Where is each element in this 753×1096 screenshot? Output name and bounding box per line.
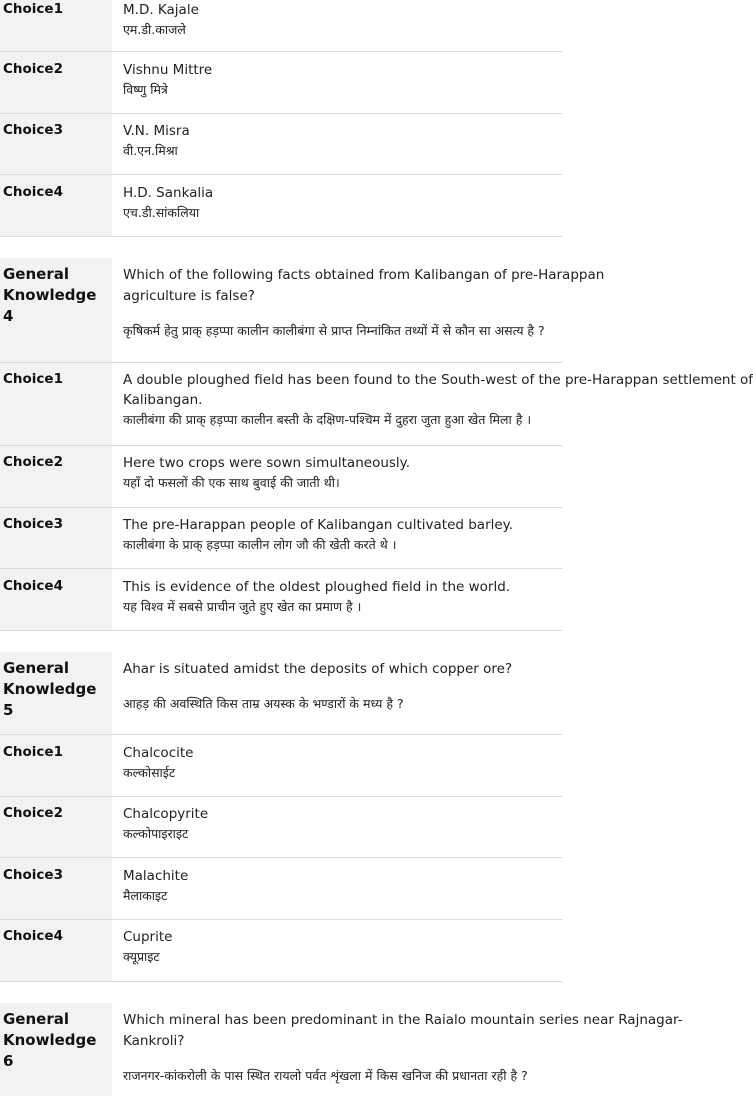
question-text-en: agriculture is false? (123, 288, 255, 304)
question-text-en: Which of the following facts obtained from Kalibangan of pre-Harappan (123, 267, 605, 283)
choice-label: Choice1 (0, 0, 112, 51)
question-row-6 (0, 1003, 683, 1096)
question-label-line: Knowledge (3, 1031, 97, 1049)
question-text-hi: राजनगर-कांकरोली के पास स्थित रायलो पर्वत शृंखला में किस खनिज की प्रधानता रही है ? (123, 1068, 528, 1083)
choice-text-en: Kalibangan. (123, 392, 203, 408)
choice-text-hi: एम.डी.काजले (123, 22, 186, 37)
choice-text (123, 183, 562, 223)
choice-text-en: A double ploughed field has been found to the South-west of the pre-Harappan settlement of (123, 372, 753, 388)
question-text-en: Kankroli? (123, 1033, 185, 1049)
choice-text-hi: वी.एन.मिश्रा (123, 143, 178, 158)
choice-text (123, 453, 562, 493)
question-row-5 (0, 652, 562, 735)
choice-text-en: The pre-Harappan people of Kalibangan cultivated barley. (123, 517, 514, 533)
question-label-line: General (3, 1010, 69, 1028)
question-row-4 (0, 258, 605, 363)
choice-text-hi: क्यूप्राइट (123, 949, 160, 964)
choice-label: Choice2 (0, 52, 112, 113)
question-label-line: Knowledge (3, 680, 97, 698)
choice-text-hi: कालीबंगा के प्राक् हड़प्पा कालीन लोग जौ की खेती करते थे । (123, 537, 397, 552)
choice-text-en: Vishnu Mittre (123, 62, 213, 78)
question-label (0, 258, 112, 362)
choice-label: Choice3 (0, 508, 112, 568)
choice-label: Choice2 (0, 797, 112, 857)
choice-text-en: Chalcopyrite (123, 806, 209, 822)
choice-label: Choice2 (0, 446, 112, 507)
choice-label: Choice1 (0, 735, 112, 796)
choice-text-hi: कल्कोसाईट (123, 765, 176, 780)
question-label-line: General (3, 659, 69, 677)
question-text-hi: कृषिकर्म हेतु प्राक् हड़प्पा कालीन कालीबंगा से प्राप्त निम्नांकित तथ्यों में से कौन सा असत्य है ? (123, 323, 545, 338)
question-label-line: 5 (3, 701, 14, 719)
choice-text (123, 804, 562, 844)
q3-choice-row (0, 0, 562, 52)
q4-choice-row (0, 569, 562, 631)
choice-text-en: Malachite (123, 868, 189, 884)
q3-choice-row (0, 52, 562, 114)
choice-text-hi: कल्कोपाइराइट (123, 826, 189, 841)
question-text-hi: आहड़ की अवस्थिति किस ताम्र अयस्क के भण्डारों के मध्य है ? (123, 696, 404, 711)
choice-label: Choice4 (0, 569, 112, 630)
choice-text (123, 743, 562, 783)
choice-text (123, 0, 562, 40)
choice-text-hi: कालीबंगा की प्राक् हड़प्पा कालीन बस्ती के दक्षिण-पश्चिम में दुहरा जुता हुआ खेत मिला है । (123, 412, 532, 427)
choice-label: Choice1 (0, 363, 112, 445)
choice-text-en: V.N. Misra (123, 123, 190, 139)
choice-text (123, 60, 562, 100)
choice-label: Choice3 (0, 858, 112, 919)
question-text (123, 1010, 683, 1086)
q5-choice-row (0, 735, 562, 797)
question-label-line: 6 (3, 1052, 14, 1070)
choice-text-hi: मैलाकाइट (123, 888, 168, 903)
question-label (0, 1003, 112, 1096)
q3-choice-row (0, 114, 562, 175)
question-label-line: 4 (3, 307, 14, 325)
choice-text-hi: यह विश्व में सबसे प्राचीन जुते हुए खेत का प्रमाण है । (123, 599, 362, 614)
question-label (0, 652, 112, 734)
question-label-line: General (3, 265, 69, 283)
choice-text-en: Here two crops were sown simultaneously. (123, 455, 411, 471)
choice-text-en: Cuprite (123, 929, 173, 945)
choice-text-en: H.D. Sankalia (123, 185, 214, 201)
q5-choice-row (0, 920, 562, 982)
q5-choice-row (0, 797, 562, 858)
choice-text (123, 577, 562, 617)
choice-text (123, 370, 753, 430)
q4-choice-row (0, 508, 562, 569)
choice-label: Choice3 (0, 114, 112, 174)
choice-text (123, 121, 562, 161)
question-label-line: Knowledge (3, 286, 97, 304)
choice-text-hi: यहाँ दो फसलों की एक साथ बुवाई की जाती थी। (123, 475, 340, 490)
choice-label: Choice4 (0, 175, 112, 236)
choice-text-hi: विष्णु मित्रे (123, 82, 168, 97)
q5-choice-row (0, 858, 562, 920)
choice-text-hi: एच.डी.सांकलिया (123, 205, 200, 220)
choice-text-en: M.D. Kajale (123, 2, 199, 18)
question-text (123, 659, 562, 714)
choice-text-en: Chalcocite (123, 745, 194, 761)
q3-choice-row (0, 175, 562, 237)
choice-label: Choice4 (0, 920, 112, 981)
question-text (123, 265, 605, 341)
question-text-en: Which mineral has been predominant in the Raialo mountain series near Rajnagar- (123, 1012, 683, 1028)
choice-text (123, 927, 562, 967)
q4-choice-row (0, 446, 562, 508)
choice-text-en: This is evidence of the oldest ploughed field in the world. (123, 579, 511, 595)
choice-text (123, 866, 562, 906)
question-text-en: Ahar is situated amidst the deposits of which copper ore? (123, 661, 513, 677)
q4-choice-row (0, 363, 753, 446)
choice-text (123, 515, 562, 555)
